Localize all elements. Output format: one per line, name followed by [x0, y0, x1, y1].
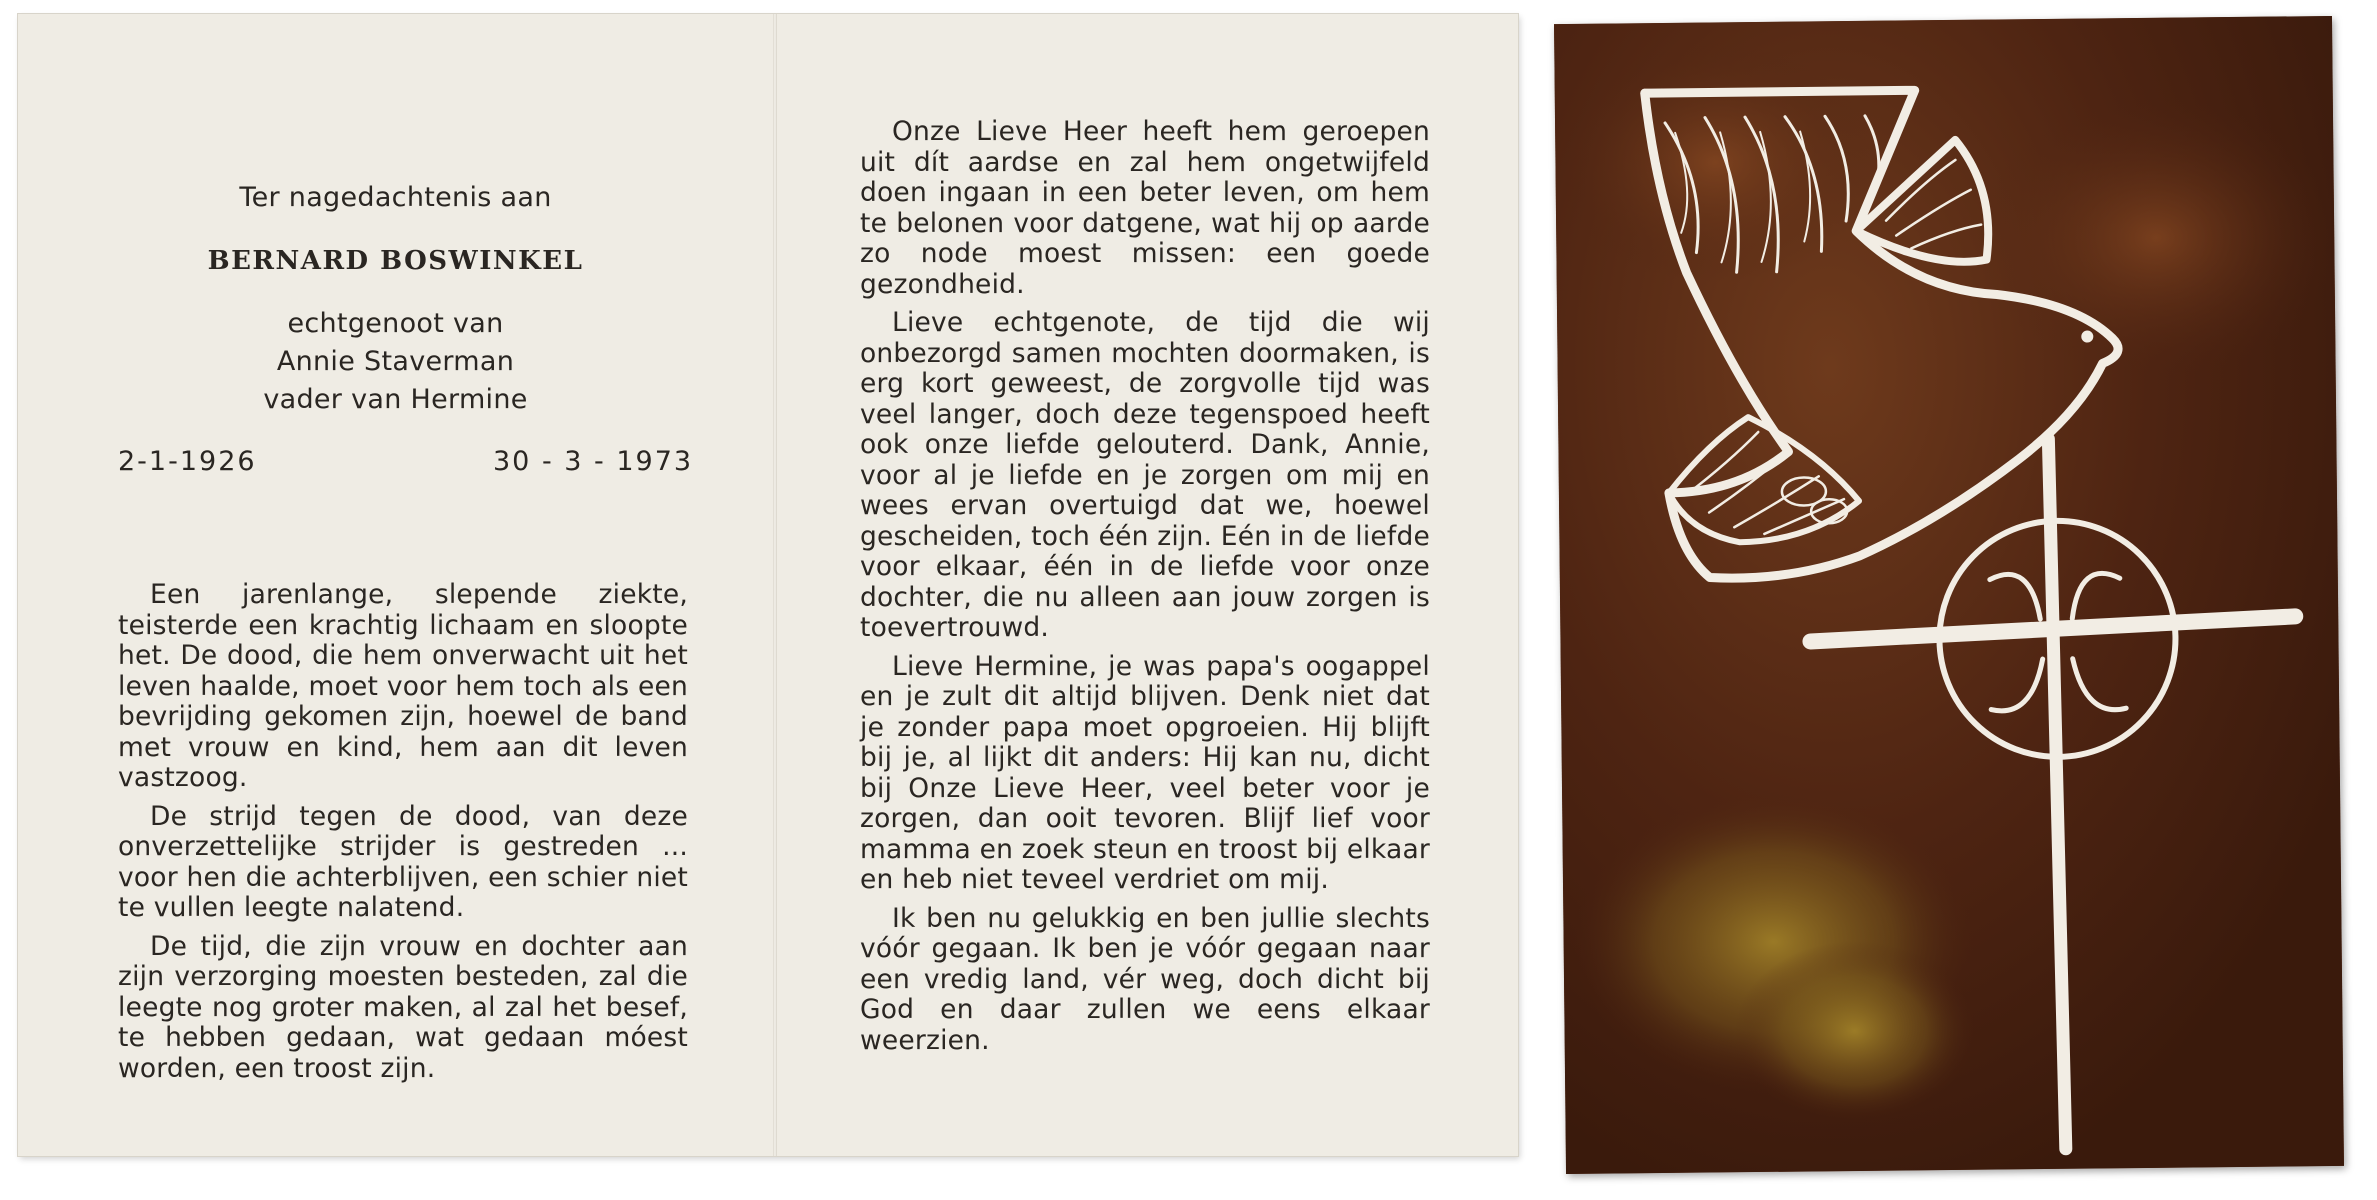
memorial-card-inner [18, 14, 1518, 1156]
card-fold [773, 14, 777, 1156]
paragraph: Lieve echtgenote, de tijd die wij onbezorgd samen mochten doormaken, is erg kort geweest, de zorgvolle tijd was veel langer, doch deze tegenspoed heeft ook onze liefde gelouterd. Dank, Annie, voor al je liefde en je zorgen om mij en wees ervan overtuigd dat we, hoewel gescheiden, toch één zijn. Eén in de liefde voor elkaar, één in de liefde voor onze dochter, die nu alleen aan jouw zorgen is toevertrouwd. [860, 307, 1430, 643]
paragraph: Ik ben nu gelukkig en ben jullie slechts vóór gegaan. Ik ben je vóór gegaan naar een vredig land, vér weg, doch dicht bij God en daar zullen we eens elkaar weerzien. [860, 902, 1430, 1056]
left-page [18, 14, 773, 1156]
paragraph: De tijd, die zijn vrouw en dochter aan zijn verzorging moesten besteden, zal die leegte nog groter maken, al zal het besef, te hebben gedaan, wat gedaan móest worden, een troost zijn. [118, 930, 688, 1084]
deceased-name: BERNARD BOSWINKEL [207, 246, 584, 276]
paragraph: De strijd tegen de dood, van deze onverzettelijke strijder is gestreden ... voor hen die achterblijven, een schier niet te vullen leegte nalatend. [118, 800, 688, 923]
dove-over-cross-icon [1554, 16, 2344, 1174]
memorial-card-cover [1554, 16, 2344, 1174]
spouse-label: echtgenoot van [287, 308, 504, 339]
birth-date: 2-1-1926 [118, 446, 257, 477]
spouse-name: Annie Staverman [276, 346, 515, 377]
death-date: 30 - 3 - 1973 [493, 446, 694, 477]
left-page-text [118, 580, 688, 1092]
right-page [778, 14, 1518, 1156]
paragraph: Lieve Hermine, je was papa's oogappel en je zult dit altijd blijven. Denk niet dat je zonder papa moet opgroeien. Hij blijft bij je, al lijkt dit anders: Hij kan nu, dicht bij Onze Lieve Heer, veel beter voor je zorgen, dan ooit tevoren. Blijf lief voor mamma en zoek steun en troost bij elkaar en heb niet teveel verdriet om mij. [860, 650, 1430, 895]
paragraph: Onze Lieve Heer heeft hem geroepen uit dít aardse en zal hem ongetwijfeld doen ingaan in een beter leven, om hem te belonen voor datgene, wat hij op aarde zo node moest missen: een goede gezondheid. [860, 116, 1430, 300]
right-page-text [860, 117, 1430, 1064]
child-line: vader van Hermine [263, 384, 528, 415]
memorial-heading: Ter nagedachtenis aan [239, 182, 552, 213]
paragraph: Een jarenlange, slepende ziekte, teisterde een krachtig lichaam en sloopte het. De dood, die hem onverwacht uit het leven haalde, moet voor hem toch als een bevrijding gekomen zijn, hoewel de band met vrouw en kind, hem aan dit leven vastzoog. [118, 579, 688, 793]
